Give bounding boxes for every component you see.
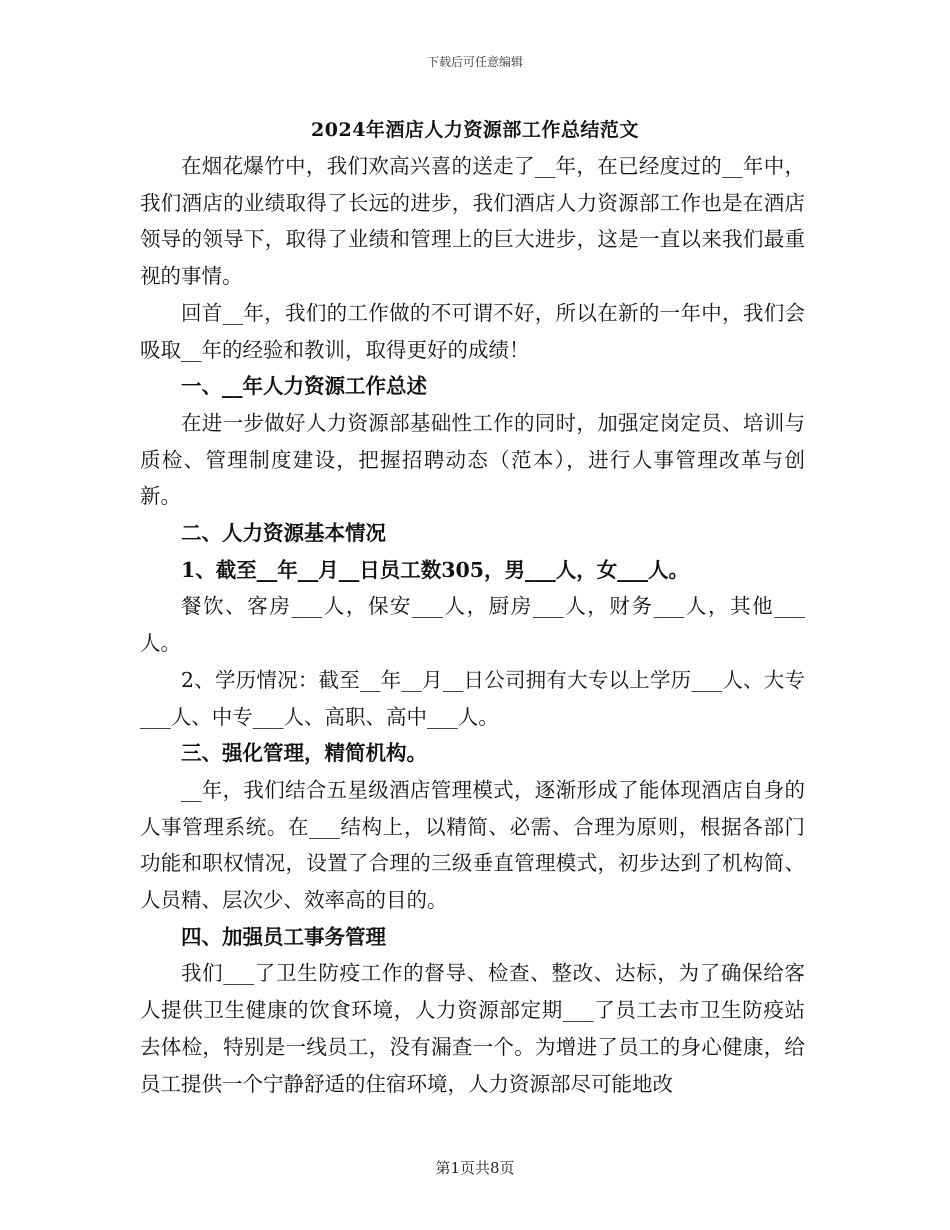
section-heading-employee-affairs: 四、加强员工事务管理 [181,924,386,949]
document-title: 2024年酒店人力资源部工作总结范文 [311,119,639,141]
page-header-note: 下载后可任意编辑 [426,55,523,69]
paragraph-department-staff: 餐饮、客房___人，保安___人，厨房___人，财务___人，其他___人。 [140,594,805,656]
section-heading-management: 三、强化管理，精简机构。 [181,741,427,766]
section-heading-basic-info: 二、人力资源基本情况 [181,521,386,546]
paragraph-education: 2、学历情况：截至__年__月__日公司拥有大专以上学历___人、大专___人、中专___人、高职、高中___人。 [140,667,805,729]
paragraph-management: __年，我们结合五星级酒店管理模式，逐渐形成了能体现酒店自身的人事管理系统。在___结构上，以精简、必需、合理为原则，根据各部门功能和职权情况，设置了合理的三级垂直管理模式，初步达到了机构简、人员精、层次少、效率高的目的。 [140,777,805,913]
document-body [140,148,805,1102]
section-heading-overview: 一、__年人力资源工作总述 [181,374,427,399]
paragraph-employee-affairs: 我们___了卫生防疫工作的督导、检查、整改、达标，为了确保给客人提供卫生健康的饮食环境，人力资源部定期___了员工去市卫生防疫站去体检，特别是一线员工，没有漏查一个。为增进了员工的身心健康，给员工提供一个宁静舒适的住宿环境，人力资源部尽可能地改 [140,961,805,1096]
paragraph-overview: 在进一步做好人力资源部基础性工作的同时，加强定岗定员、培训与质检、管理制度建设，把握招聘动态（范本），进行人事管理改革与创新。 [140,410,805,509]
page-number: 第1页共8页 [435,1159,515,1177]
subheading-staff-count: 1、截至__年__月__日员工数305，男___人，女___人。 [181,557,690,582]
paragraph-review: 回首__年，我们的工作做的不可谓不好，所以在新的一年中，我们会吸取__年的经验和教训，取得更好的成绩！ [140,300,805,362]
paragraph-intro: 在烟花爆竹中，我们欢高兴喜的送走了__年，在已经度过的__年中，我们酒店的业绩取得了长远的进步，我们酒店人力资源部工作也是在酒店领导的领导下，取得了业绩和管理上的巨大进步，这是一直以来我们最重视的事情。 [140,154,805,289]
